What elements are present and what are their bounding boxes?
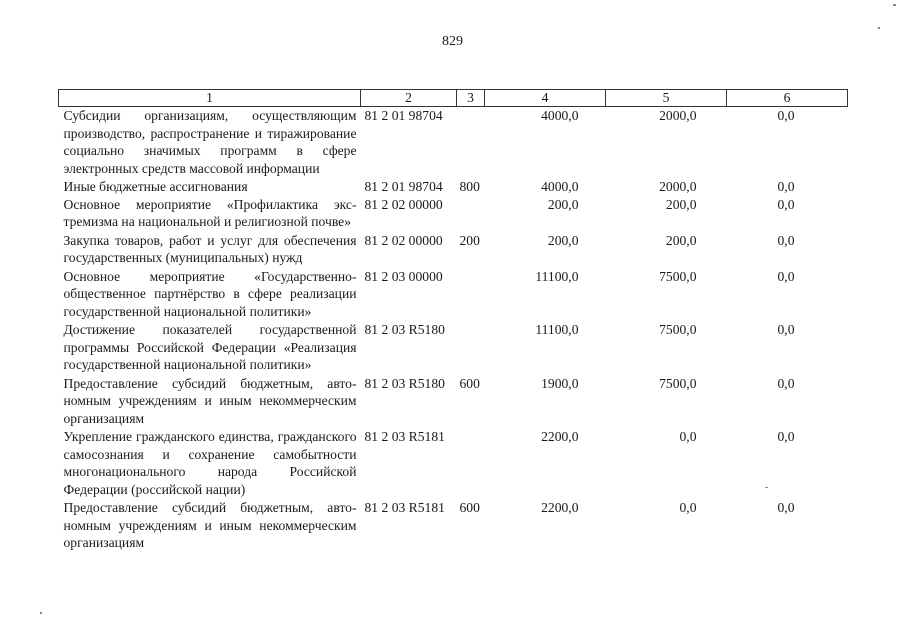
row-code: 81 2 03 R5181: [364, 500, 445, 515]
row-value-col6: 0,0: [777, 108, 795, 123]
row-vr: [457, 428, 485, 499]
row-name: Субсидии организациям, осуществляющим производство, распространение и тиражирование социально значимых программ в сфере электронных средств массовой информации: [63, 108, 357, 176]
budget-table: [58, 89, 848, 552]
row-value-col6: 0,0: [777, 500, 795, 515]
row-name: Достижение показателей государственной программы Российской Федерации «Реализация государственной национальной политики»: [63, 322, 357, 372]
table-row: [59, 232, 848, 268]
table-row: [59, 375, 848, 429]
row-vr: [457, 268, 485, 322]
row-code: 81 2 01 98704: [364, 108, 443, 123]
row-value-col5: 200,0: [665, 196, 697, 212]
row-name: Основное мероприятие «Государственно-общественное партнёрство в сфере реализации государственной национальной политики»: [63, 268, 357, 319]
row-code: 81 2 03 00000: [364, 268, 443, 284]
row-value-col5: 7500,0: [659, 322, 697, 337]
row-code: 81 2 02 00000: [364, 196, 443, 212]
row-code: 81 2 03 R5180: [364, 375, 445, 391]
row-code: 81 2 02 00000: [364, 232, 443, 248]
row-name: Иные бюджетные ассигнования: [63, 179, 248, 194]
row-value-col4: 1900,0: [541, 375, 579, 391]
row-value-col6: 0,0: [777, 375, 795, 391]
header-col-3: 3: [457, 90, 485, 107]
row-value-col4: 4000,0: [541, 179, 579, 194]
row-value-col6: 0,0: [777, 322, 795, 337]
scan-speck: [893, 4, 896, 6]
table-row: [59, 178, 848, 196]
row-vr: [457, 107, 485, 179]
table-row: [59, 107, 848, 179]
row-name: Предоставление субсидий бюджетным, автономным учреждениям и иным некоммерческим организациям: [63, 375, 357, 426]
scan-speck: [878, 27, 880, 29]
row-vr: 600: [459, 375, 480, 391]
row-value-col4: 4000,0: [541, 108, 579, 123]
row-value-col5: 0,0: [679, 429, 697, 444]
row-value-col5: 2000,0: [659, 179, 697, 194]
header-row: [59, 90, 848, 107]
row-name: Основное мероприятие «Профилактика экстремизма на национальной и религиозной почве»: [63, 196, 357, 229]
row-value-col5: 0,0: [679, 500, 697, 515]
table-row: [59, 428, 848, 499]
row-value-col6: 0,0: [777, 268, 795, 284]
row-vr: 800: [459, 179, 480, 194]
row-value-col6: 0,0: [777, 179, 795, 194]
row-name: Закупка товаров, работ и услуг для обеспечения государственных (муниципальных) нужд: [63, 232, 357, 265]
table-row: [59, 268, 848, 322]
header-col-1: 1: [59, 90, 361, 107]
table-row: [59, 196, 848, 232]
table-header: [59, 90, 848, 107]
row-value-col6: 0,0: [777, 232, 795, 248]
row-code: 81 2 03 R5181: [364, 429, 445, 444]
row-value-col4: 11100,0: [535, 268, 579, 284]
header-col-5: 5: [606, 90, 727, 107]
row-value-col4: 11100,0: [535, 322, 579, 337]
header-col-6: 6: [727, 90, 848, 107]
table-body: [59, 107, 848, 552]
row-vr: 200: [459, 232, 480, 248]
page-number: 829: [442, 34, 463, 49]
row-value-col5: 7500,0: [659, 375, 697, 391]
row-value-col4: 2200,0: [541, 429, 579, 444]
row-value-col4: 200,0: [547, 196, 579, 212]
row-name: Укрепление гражданского единства, гражданского самосознания и сохранение самобытности многонационального народа Российской Федерации (российской нации): [63, 429, 357, 497]
table-row: [59, 321, 848, 375]
row-name: Предоставление субсидий бюджетным, автономным учреждениям и иным некоммерческим организациям: [63, 500, 357, 550]
table-row: [59, 499, 848, 552]
row-code: 81 2 01 98704: [364, 179, 443, 194]
scan-speck: [40, 612, 42, 614]
row-vr: 600: [459, 500, 480, 515]
header-col-2: 2: [361, 90, 457, 107]
scan-speck: [765, 487, 768, 488]
row-vr: [457, 321, 485, 375]
row-code: 81 2 03 R5180: [364, 322, 445, 337]
row-value-col5: 200,0: [665, 232, 697, 248]
row-value-col4: 2200,0: [541, 500, 579, 515]
row-vr: [457, 196, 485, 232]
row-value-col6: 0,0: [777, 429, 795, 444]
header-col-4: 4: [485, 90, 606, 107]
row-value-col5: 2000,0: [659, 108, 697, 123]
row-value-col4: 200,0: [547, 232, 579, 248]
row-value-col5: 7500,0: [659, 268, 697, 284]
row-value-col6: 0,0: [777, 196, 795, 212]
